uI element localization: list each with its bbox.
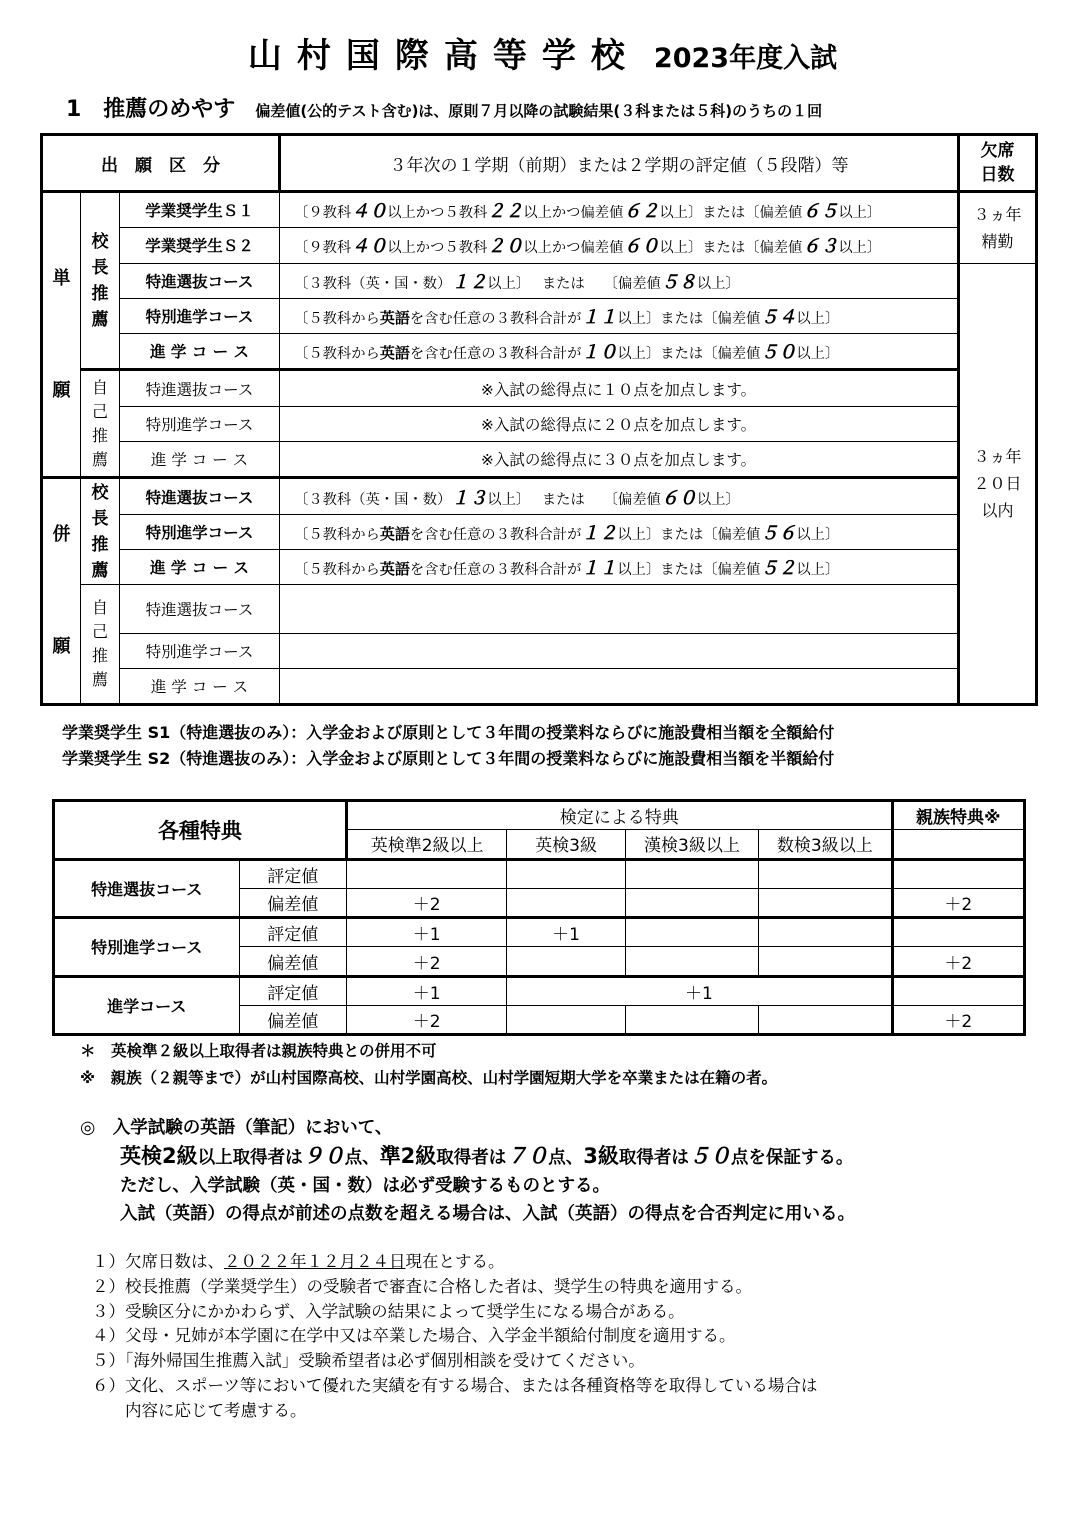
- course-cell: 特別進学コース: [120, 406, 280, 441]
- course-cell: 特進選抜コース: [120, 370, 280, 406]
- col-eiken-3: 英検3級: [507, 830, 625, 859]
- exam-year: 2023年度入試: [653, 43, 838, 74]
- category-single: 単 願: [42, 192, 81, 478]
- criteria-cell: 〔５教科から英語を含む任意の３教科合計が１０以上〕または〔偏差値５０以上〕: [280, 334, 959, 370]
- col-suken-3: 数検3級以上: [759, 830, 892, 859]
- note-4: ４）父母・兄姉が本学園に在学中又は卒業した場合、入学金半額給付制度を適用する。: [92, 1326, 736, 1346]
- notes-list: [92, 1250, 817, 1424]
- value-cell: ＋1: [507, 918, 625, 947]
- header-category: 出 願 区 分: [42, 135, 280, 192]
- course-cell: 進 学 コ ー ス: [120, 669, 280, 705]
- course-cell: 特進選抜コース: [120, 585, 280, 634]
- english-guarantee: [80, 1114, 855, 1228]
- criteria-cell: 〔９教科４０以上かつ５教科２０以上かつ偏差値６０以上〕または〔偏差値６３以上〕: [280, 228, 959, 263]
- criteria-cell: ※入試の総得点に１０点を加点します。: [280, 370, 959, 406]
- absence-bottom: ３ヵ年 ２０日 以内: [959, 263, 1037, 705]
- criteria-cell: 〔５教科から英語を含む任意の３教科合計が１２以上〕または〔偏差値５６以上〕: [280, 514, 959, 549]
- english-line-1: ◎ 入学試験の英語（筆記）において、: [80, 1118, 393, 1138]
- label-dev: 偏差値: [239, 1006, 346, 1035]
- criteria-cell: ※入試の総得点に３０点を加点します。: [280, 442, 959, 478]
- course-tokubetsu: 特別進学コース: [54, 918, 240, 977]
- header-criteria: ３年次の１学期（前期）または２学期の評定値（５段階）等: [280, 135, 959, 192]
- sub-self-single: 自 己 推 薦: [81, 370, 120, 478]
- sub-principal-single: 校 長 推 薦: [81, 192, 120, 370]
- section-1-title: 1 推薦のめやす: [66, 97, 236, 122]
- criteria-cell: 〔３教科（英・国・数）１３以上〕 または 〔偏差値６０以上〕: [280, 478, 959, 514]
- note-6-cont: 内容に応じて考慮する。: [92, 1400, 307, 1420]
- recommendation-table: [40, 133, 1038, 706]
- benefits-table: [52, 799, 1026, 1036]
- value-cell: ＋1: [346, 918, 506, 947]
- course-cell: 特進選抜コース: [120, 478, 280, 514]
- course-cell: 進 学 コ ー ス: [120, 549, 280, 584]
- label-score: 評定値: [239, 918, 346, 947]
- criteria-cell-empty: [280, 633, 959, 668]
- label-dev: 偏差値: [239, 888, 346, 917]
- value-cell: ＋2: [892, 888, 1024, 917]
- col-kanken-3: 漢検3級以上: [625, 830, 758, 859]
- course-cell: 進 学 コ ー ス: [120, 442, 280, 478]
- group-family: 親族特典※: [892, 801, 1024, 830]
- course-cell: 特別進学コース: [120, 298, 280, 333]
- section-1-note: 偏差値(公的テスト含む)は、原則７月以降の試験結果(３科または５科)のうちの１回: [255, 102, 823, 120]
- note-2: ２）校長推薦（学業奨学生）の受験者で審査に合格した者は、奨学生の特典を適用する。: [92, 1276, 752, 1296]
- sub-self-combined: 自 己 推 薦: [81, 585, 120, 705]
- label-score: 評定値: [239, 859, 346, 888]
- criteria-cell: 〔５教科から英語を含む任意の３教科合計が１１以上〕または〔偏差値５２以上〕: [280, 549, 959, 584]
- course-tokushin: 特進選抜コース: [54, 859, 240, 918]
- section-1-heading: [66, 92, 822, 123]
- course-cell: 学業奨学生Ｓ１: [120, 192, 280, 228]
- course-cell: 特進選抜コース: [120, 263, 280, 298]
- col-family: [892, 830, 1024, 859]
- criteria-cell: 〔３教科（英・国・数）１２以上〕 または 〔偏差値５８以上〕: [280, 263, 959, 298]
- value-cell: ＋1: [507, 976, 892, 1005]
- criteria-cell-empty: [280, 669, 959, 705]
- course-cell: 特別進学コース: [120, 633, 280, 668]
- english-line-2: 英検2級以上取得者は９０点、準2級取得者は７０点、3級取得者は５０点を保証する。: [120, 1144, 854, 1168]
- absence-top: ３ヵ年 精勤: [959, 192, 1037, 264]
- course-cell: 学業奨学生Ｓ２: [120, 228, 280, 263]
- criteria-cell: 〔９教科４０以上かつ５教科２２以上かつ偏差値６２以上〕または〔偏差値６５以上〕: [280, 192, 959, 228]
- note-5: ５）「海外帰国生推薦入試」受験希望者は必ず個別相談を受けてください。: [92, 1351, 645, 1371]
- group-cert: 検定による特典: [346, 801, 892, 830]
- label-dev: 偏差値: [239, 947, 346, 976]
- value-cell: ＋2: [892, 1006, 1024, 1035]
- footnote-1: ＊ 英検準２級以上取得者は親族特典との併用不可: [80, 1042, 437, 1060]
- value-cell: ＋2: [346, 947, 506, 976]
- english-line-3: ただし、入学試験（英・国・数）は必ず受験するものとする。: [120, 1176, 610, 1196]
- school-name: 山村国際高等学校: [247, 36, 640, 76]
- note-6: ６）文化、スポーツ等において優れた実績を有する場合、または各種資格等を取得している場合は: [92, 1375, 818, 1395]
- sub-principal-combined: 校 長 推 薦: [81, 478, 120, 585]
- scholar-note-s1: 学業奨学生 S1（特進選抜のみ）：入学金および原則として３年間の授業料ならびに施設費相当額を全額給付: [62, 723, 835, 742]
- value-cell: ＋2: [892, 947, 1024, 976]
- page-title: [0, 28, 1085, 77]
- category-combined: 併 願: [42, 478, 81, 705]
- criteria-cell: ※入試の総得点に２０点を加点します。: [280, 406, 959, 441]
- note-1: １）欠席日数は、２０２２年１２月２４日現在とする。: [92, 1252, 505, 1271]
- course-cell: 進 学 コ ー ス: [120, 334, 280, 370]
- note-3: ３）受験区分にかかわらず、入学試験の結果によって奨学生になる場合がある。: [92, 1301, 685, 1321]
- criteria-cell-empty: [280, 585, 959, 634]
- value-cell: ＋1: [346, 976, 506, 1005]
- benefits-title: 各種特典: [54, 801, 347, 860]
- scholar-note-s2: 学業奨学生 S2（特進選抜のみ）：入学金および原則として３年間の授業料ならびに施設費相当額を半額給付: [62, 749, 835, 768]
- header-absence: 欠席 日数: [959, 135, 1037, 192]
- course-shingaku: 進学コース: [54, 976, 240, 1035]
- criteria-cell: 〔５教科から英語を含む任意の３教科合計が１１以上〕または〔偏差値５４以上〕: [280, 298, 959, 333]
- english-line-4: 入試（英語）の得点が前述の点数を超える場合は、入試（英語）の得点を合否判定に用いる。: [120, 1204, 855, 1224]
- col-eiken-pre2: 英検準2級以上: [346, 830, 506, 859]
- footnote-2: ※ 親族（２親等まで）が山村国際高校、山村学園高校、山村学園短期大学を卒業または在籍の者。: [80, 1069, 778, 1087]
- value-cell: ＋2: [346, 888, 506, 917]
- label-score: 評定値: [239, 976, 346, 1005]
- value-cell: ＋2: [346, 1006, 506, 1035]
- course-cell: 特別進学コース: [120, 514, 280, 549]
